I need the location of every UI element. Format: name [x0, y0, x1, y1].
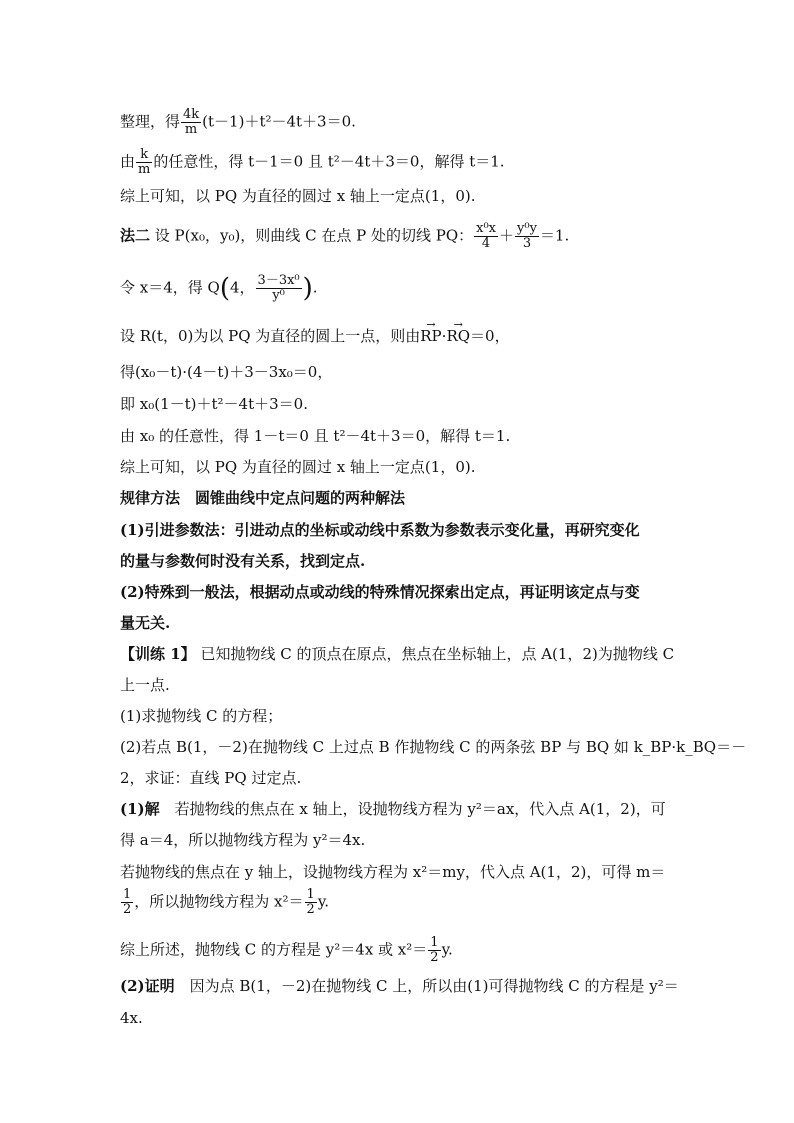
text-run: 令 x＝4，得 Q	[120, 278, 220, 297]
text-run: 由	[120, 152, 136, 171]
text-line-1	[120, 108, 680, 137]
left-paren: (	[219, 273, 230, 304]
fraction-denominator: 2	[306, 902, 315, 917]
text-run: ＝1.	[539, 226, 570, 245]
fraction-numerator: 1	[306, 887, 315, 902]
text-run: 已知抛物线 C 的顶点在原点，焦点在坐标轴上，点 A(1，2)为抛物线 C	[195, 645, 675, 663]
fraction	[136, 148, 152, 177]
text-line-26	[120, 976, 680, 996]
fraction	[515, 222, 539, 251]
text-run: ＝0，	[470, 327, 510, 345]
text-run: (t－1)＋t²－4t＋3＝0.	[202, 112, 356, 131]
text-line-5	[120, 274, 680, 303]
fraction-denominator: 3	[522, 236, 532, 251]
fraction-denominator: y⁰	[272, 288, 285, 303]
text-run: y.	[441, 940, 453, 959]
text-line-27: 4x.	[120, 1009, 143, 1027]
text-line-7: 得(x₀－t)·(4－t)＋3－3x₀＝0，	[120, 363, 333, 381]
text-line-25	[120, 936, 680, 965]
text-run: 设 R(t，0)为以 PQ 为直径的圆上一点，则由	[120, 327, 421, 345]
text-line-20: 2，求证：直线 PQ 过定点.	[120, 769, 302, 787]
text-run: ·	[441, 327, 447, 345]
text-run: 综上所述，抛物线 C 的方程是 y²＝4x 或 x²＝	[120, 940, 428, 959]
text-line-6	[120, 326, 680, 346]
fraction-denominator: m	[184, 122, 198, 137]
text-run: .	[312, 278, 318, 297]
text-line-19: (2)若点 B(1，－2)在抛物线 C 上过点 B 作抛物线 C 的两条弦 BP 与 BQ 如 k_BP·k_BQ＝－	[120, 738, 747, 756]
fraction-numerator: k	[136, 148, 152, 163]
fraction	[121, 888, 133, 917]
text-line-8: 即 x₀(1－t)＋t²－4t＋3＝0.	[120, 395, 308, 413]
text-line-22: 得 a＝4，所以抛物线方程为 y²＝4x.	[120, 831, 366, 849]
fraction-numerator: y⁰y	[517, 221, 537, 236]
text-line-23: 若抛物线的焦点在 y 轴上，设抛物线方程为 x²＝my，代入点 A(1，2)，可得 m＝	[120, 863, 666, 881]
text-line-9: 由 x₀ 的任意性，得 1－t＝0 且 t²－4t＋3＝0，解得 t＝1.	[120, 427, 511, 445]
vector-rp: → RP	[420, 326, 441, 346]
fraction-numerator: x⁰x	[476, 221, 496, 236]
text-line-10: 综上可知，以 PQ 为直径的圆过 x 轴上一定点(1，0).	[120, 458, 476, 476]
text-run: 因为点 B(1，－2)在抛物线 C 上，所以由(1)可得抛物线 C 的方程是 y²＝	[174, 977, 679, 995]
text-line-24	[120, 888, 680, 917]
solution-label: (1)解	[120, 800, 160, 818]
text-run: 4，	[230, 278, 255, 297]
text-run: y.	[317, 892, 330, 911]
fraction-numerator: 3－3x⁰	[257, 273, 300, 288]
text-line-21	[120, 799, 680, 819]
fraction-numerator: 1	[123, 887, 132, 902]
training-label: 【训练 1】	[120, 645, 196, 663]
fraction	[181, 108, 201, 137]
method-label: 法二	[120, 226, 151, 245]
text-line-12: (1)引进参数法：引进动点的坐标或动线中系数为参数表示变化量，再研究变化	[120, 521, 640, 539]
fraction	[428, 936, 440, 965]
text-run: 的任意性，得 t－1＝0 且 t²－4t＋3＝0，解得 t＝1.	[153, 152, 505, 171]
fraction	[305, 888, 317, 917]
text-line-4	[120, 222, 680, 251]
text-run: ＋	[499, 226, 515, 245]
text-line-15: 量无关.	[120, 614, 171, 632]
text-line-13: 的量与参数何时没有关系，找到定点.	[120, 552, 366, 570]
text-line-2	[120, 148, 680, 177]
fraction	[256, 274, 302, 303]
fraction-denominator: 2	[430, 950, 439, 965]
fraction-denominator: m	[138, 162, 151, 177]
text-run: ，所以抛物线方程为 x²＝	[134, 892, 304, 911]
fraction	[474, 222, 498, 251]
right-paren: )	[302, 273, 313, 304]
vector-rq: → RQ	[446, 326, 470, 346]
fraction-numerator: 1	[430, 935, 439, 950]
text-run: 设 P(x₀，y₀)，则曲线 C 在点 P 处的切线 PQ：	[150, 226, 474, 245]
proof-label: (2)证明	[120, 977, 175, 995]
text-line-18: (1)求抛物线 C 的方程；	[120, 707, 283, 725]
text-line-16	[120, 644, 680, 664]
text-line-3: 综上可知，以 PQ 为直径的圆过 x 轴上一定点(1，0).	[120, 187, 476, 205]
fraction-denominator: 2	[123, 902, 132, 917]
text-run: 整理，得	[120, 112, 181, 131]
fraction-numerator: 4k	[183, 107, 200, 122]
text-line-14: (2)特殊到一般法，根据动点或动线的特殊情况探索出定点，再证明该定点与变	[120, 583, 640, 601]
section-heading: 规律方法 圆锥曲线中定点问题的两种解法	[120, 489, 406, 507]
text-run: 若抛物线的焦点在 x 轴上，设抛物线方程为 y²＝ax，代入点 A(1，2)，可	[159, 800, 666, 818]
fraction-denominator: 4	[481, 236, 491, 251]
text-line-17: 上一点.	[120, 676, 170, 694]
